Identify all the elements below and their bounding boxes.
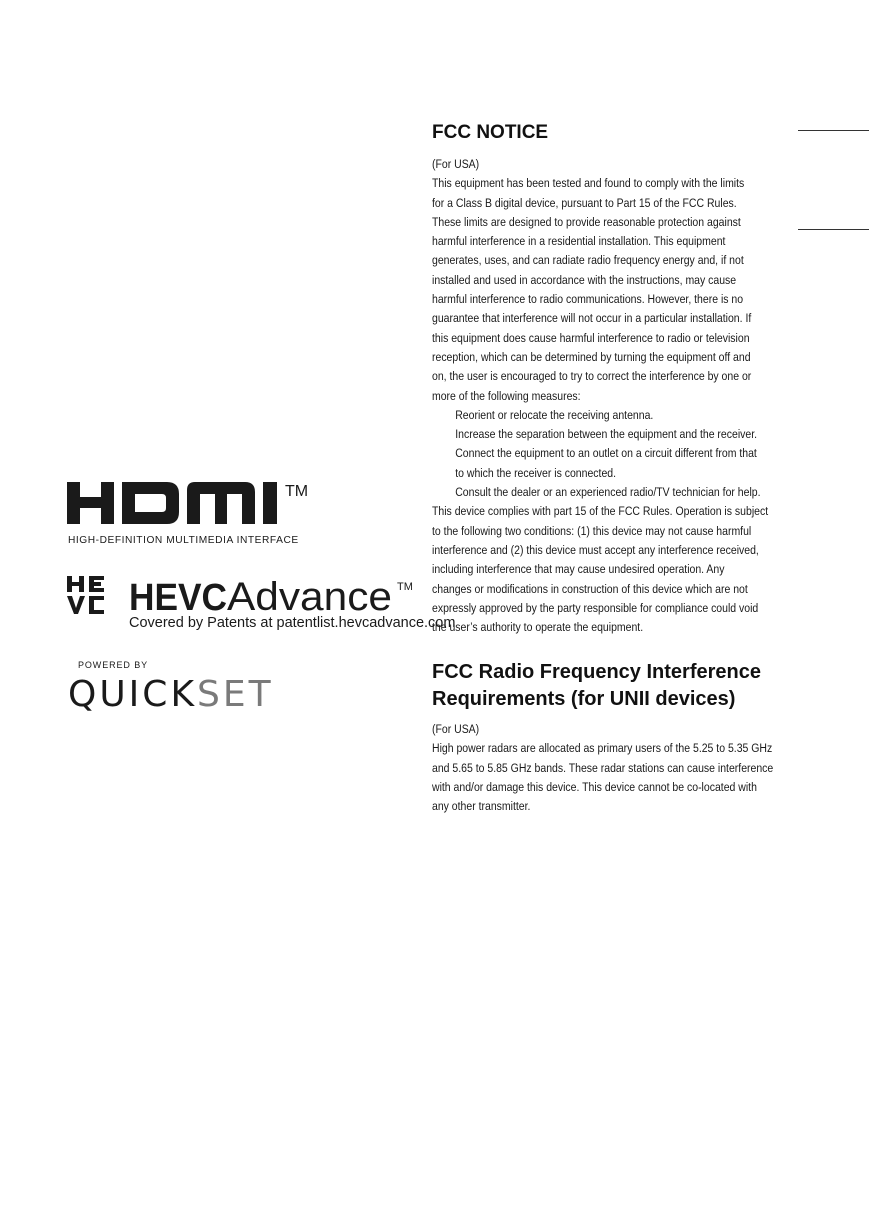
fcc-notice-line: These limits are designed to provide reasonable protection against xyxy=(432,214,741,229)
hevc-wordmark: HEVC xyxy=(129,577,227,616)
fcc-rf-title-line2: Requirements (for UNII devices) xyxy=(432,688,736,710)
fcc-compliance-line: changes or modifications in construction of this device which are not xyxy=(432,581,748,596)
hevc-advance-logo xyxy=(67,572,456,644)
fcc-notice-line: generates, uses, and can radiate radio frequency energy and, if not xyxy=(432,253,744,268)
quickset-logo xyxy=(68,660,274,720)
margin-rule-bottom xyxy=(798,229,869,230)
fcc-notice-region: (For USA) xyxy=(432,157,480,171)
fcc-measure-item: Consult the dealer or an experienced radio/TV technician for help. xyxy=(455,485,761,500)
fcc-notice-body xyxy=(432,155,802,637)
fcc-notice-line: this equipment does cause harmful interference to radio or television xyxy=(432,330,750,345)
fcc-compliance-line: expressly approved by the party responsible for compliance could void xyxy=(432,600,759,615)
quickset-wordmark xyxy=(68,674,274,715)
hdmi-caption: HIGH-DEFINITION MULTIMEDIA INTERFACE xyxy=(68,535,299,546)
hevc-tm: TM xyxy=(397,581,413,593)
fcc-rf-section xyxy=(432,659,802,713)
fcc-notice-line: more of the following measures: xyxy=(432,388,581,403)
fcc-compliance-line: including interference that may cause undesired operation. Any xyxy=(432,562,725,577)
fcc-rf-line: any other transmitter. xyxy=(432,799,531,814)
fcc-compliance-line: This device complies with part 15 of the FCC Rules. Operation is subject xyxy=(432,504,769,519)
hdmi-wordmark-graphic xyxy=(67,480,342,530)
powered-by-label: POWERED BY xyxy=(78,660,149,670)
fcc-notice-line: harmful interference to radio communications. However, there is no xyxy=(432,292,744,307)
fcc-compliance-line: interference and (2) this device must accept any interference received, xyxy=(432,542,759,557)
advance-wordmark: Advance xyxy=(227,575,392,616)
hevc-mark-graphic xyxy=(67,572,417,616)
fcc-rf-body xyxy=(432,720,802,816)
fcc-notice-line: installed and used in accordance with the instructions, may cause xyxy=(432,272,737,287)
hdmi-tm: TM xyxy=(285,483,309,500)
fcc-notice-title: FCC NOTICE xyxy=(432,122,549,143)
fcc-rf-line: with and/or damage this device. This device cannot be co-located with xyxy=(432,779,757,794)
fcc-notice-section xyxy=(432,121,802,145)
fcc-notice-line: guarantee that interference will not occur in a particular installation. If xyxy=(432,311,752,326)
margin-rule-top xyxy=(798,130,869,131)
hdmi-logo xyxy=(67,480,342,550)
fcc-measure-item: Increase the separation between the equipment and the receiver. xyxy=(455,427,758,442)
fcc-notice-line: harmful interference in a residential installation. This equipment xyxy=(432,234,726,249)
fcc-notice-line: reception, which can be determined by turning the equipment off and xyxy=(432,349,751,364)
quickset-quick: QUICK xyxy=(68,674,198,715)
fcc-notice-line: on, the user is encouraged to try to correct the interference by one or xyxy=(432,369,752,384)
fcc-rf-region: (For USA) xyxy=(432,722,480,736)
fcc-notice-line: for a Class B digital device, pursuant to Part 15 of the FCC Rules. xyxy=(432,195,737,210)
fcc-rf-title-line1: FCC Radio Frequency Interference xyxy=(432,661,761,683)
hevc-patents-line: Covered by Patents at patentlist.hevcadvance.com xyxy=(129,615,456,631)
fcc-notice-line: This equipment has been tested and found to comply with the limits xyxy=(432,176,745,191)
fcc-rf-line: High power radars are allocated as primary users of the 5.25 to 5.35 GHz xyxy=(432,741,773,756)
fcc-compliance-line: the user’s authority to operate the equipment. xyxy=(432,620,644,635)
fcc-rf-line: and 5.65 to 5.85 GHz bands. These radar stations can cause interference xyxy=(432,760,774,775)
fcc-measure-item-cont: to which the receiver is connected. xyxy=(455,465,617,480)
fcc-measure-item: Connect the equipment to an outlet on a circuit different from that xyxy=(455,446,757,461)
quickset-set: SET xyxy=(197,674,274,715)
fcc-compliance-line: to the following two conditions: (1) this device may not cause harmful xyxy=(432,523,752,538)
fcc-measure-item: Reorient or relocate the receiving antenna. xyxy=(455,407,654,422)
